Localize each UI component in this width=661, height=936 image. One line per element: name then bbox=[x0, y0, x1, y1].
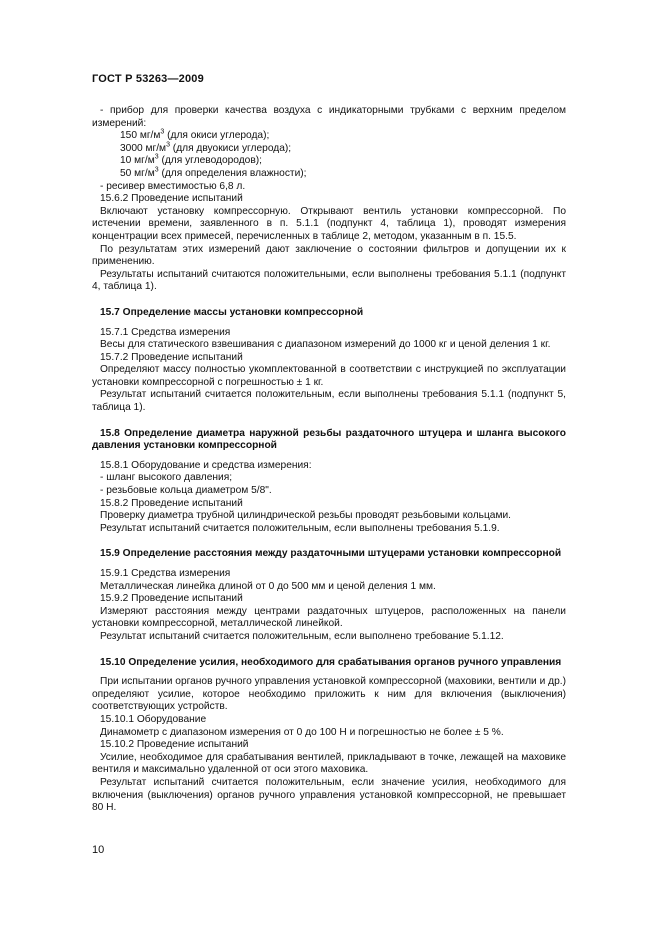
paragraph: Результат испытаний считается положительным, если выполнено требование 5.1.12. bbox=[100, 630, 504, 642]
subsection-title: 15.7.2 Проведение испытаний bbox=[100, 351, 243, 363]
page-number: 10 bbox=[92, 844, 105, 856]
paragraph: Результаты испытаний считаются положительными, если выполнены требования 5.1.1 (подпункт 4, таблица 1). bbox=[92, 268, 566, 293]
subsection-title: 15.10.1 Оборудование bbox=[100, 713, 207, 725]
paragraph: Весы для статического взвешивания с диапазоном измерений до 1000 кг и ценой деления 1 кг. bbox=[100, 339, 551, 351]
subsection-title: 15.8.2 Проведение испытаний bbox=[100, 497, 243, 509]
paragraph: Усилие, необходимое для срабатывания вентилей, прикладывают в точке, лежащей на маховике вентиля и максимально удаленной от оси этого маховика. bbox=[92, 751, 566, 776]
list-item: - шланг высокого давления; bbox=[100, 472, 233, 484]
paragraph: Динамометр с диапазоном измерения от 0 до 100 Н и погрешностью не более ± 5 %. bbox=[100, 726, 504, 738]
document-body bbox=[92, 105, 566, 815]
standard-header: ГОСТ Р 53263—2009 bbox=[92, 73, 204, 85]
section-heading-15-7: 15.7 Определение массы установки компрессорной bbox=[100, 306, 364, 318]
subsection-title: 15.7.1 Средства измерения bbox=[100, 326, 231, 338]
list-item: - резьбовые кольца диаметром 5/8". bbox=[100, 485, 272, 497]
paragraph: Определяют массу полностью укомплектованной в соответствии с инструкцией по эксплуатации установки компрессорной с погрешностью ± 1 кг. bbox=[92, 364, 566, 388]
paragraph: Измеряют расстояния между центрами раздаточных штуцеров, расположенных на панели установки компрессорной, металлической линейкой. bbox=[92, 605, 566, 630]
section-heading-15-8: 15.8 Определение диаметра наружной резьбы раздаточного штуцера и шланга высокого давления установки компрессорной bbox=[92, 427, 566, 452]
section-heading-15-10: 15.10 Определение усилия, необходимого для срабатывания органов ручного управления bbox=[100, 656, 562, 668]
subsection-title: 15.10.2 Проведение испытаний bbox=[100, 739, 249, 751]
list-item: 10 $мг/м^3$ (для углеводородов); bbox=[120, 153, 262, 167]
subsection-title: 15.8.1 Оборудование и средства измерения: bbox=[100, 459, 312, 471]
paragraph: По результатам этих измерений дают заключение о состоянии фильтров и допущении их к применению. bbox=[92, 243, 566, 268]
paragraph: Результат испытаний считается положительным, если выполнены требования 5.1.1 (подпункт 5, таблица 1). bbox=[92, 389, 566, 414]
list-item: 50 $мг/м^3$ (для определения влажности); bbox=[120, 166, 307, 179]
paragraph: При испытании органов ручного управления установкой компрессорной (маховики, вентили и др.) определяют усилие, которое необходимо приложить к ним для включения (выключения) соответствующих устройств. bbox=[92, 676, 566, 713]
paragraph: - ресивер вместимостью 6,8 л. bbox=[100, 180, 246, 192]
subsection-title: 15.6.2 Проведение испытаний bbox=[100, 193, 243, 205]
paragraph: Включают установку компрессорную. Открывают вентиль установки компрессорной. По истечении времени, заявленного в п. 5.1.1 (подпункт 4, таблица 1), проводят измерения концентрации всех примесей, перечисленных в таблице 2, методом, указанным в п. 15.5. bbox=[92, 205, 566, 242]
subsection-title: 15.9.2 Проведение испытаний bbox=[100, 593, 243, 605]
subsection-title: 15.9.1 Средства измерения bbox=[100, 568, 231, 579]
list-item: 150 $мг/м^3$ (для окиси углерода); bbox=[120, 128, 270, 142]
paragraph: Металлическая линейка длиной от 0 до 500 мм и ценой деления 1 мм. bbox=[100, 580, 436, 592]
measurement-list bbox=[92, 130, 566, 180]
paragraph: Результат испытаний считается положительным, если выполнены требования 5.1.9. bbox=[100, 522, 500, 534]
section-heading-15-9: 15.9 Определение расстояния между раздаточными штуцерами установки компрессорной bbox=[100, 548, 562, 560]
paragraph: - прибор для проверки качества воздуха с индикаторными трубками с верхним пределом измерений: bbox=[92, 105, 566, 129]
list-item: 3000 $мг/м^3$ (для двуокиси углерода); bbox=[120, 141, 292, 154]
paragraph: Результат испытаний считается положительным, если значение усилия, необходимого для включения (выключения) органов ручного управления установкой компрессорной, не превышает 80 Н. bbox=[92, 776, 566, 814]
paragraph: Проверку диаметра трубной цилиндрической резьбы проводят резьбовыми кольцами. bbox=[100, 510, 511, 522]
